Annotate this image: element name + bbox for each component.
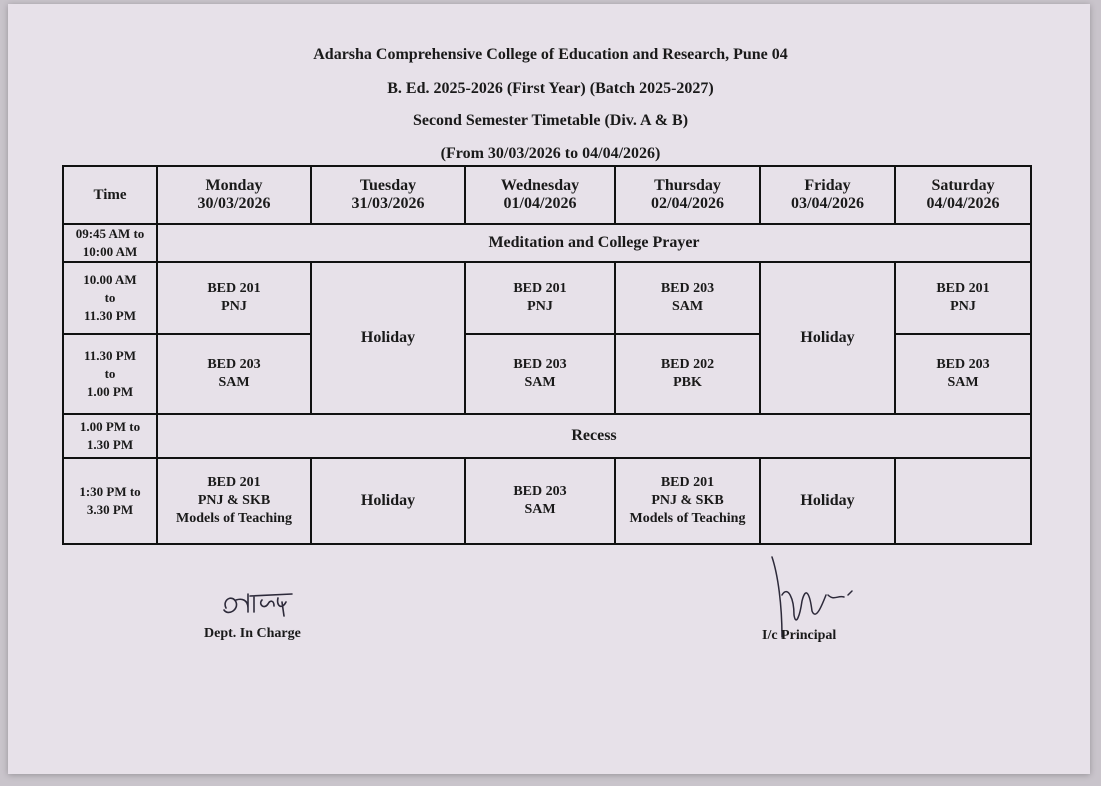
period-title: (From 30/03/2026 to 04/04/2026) — [440, 145, 661, 162]
slot-cell: BED 201 PNJ & SKB Models of Teaching — [157, 458, 311, 544]
table-row — [63, 414, 1031, 458]
college-title: Adarsha Comprehensive College of Education and Research, Pune 04 — [313, 46, 788, 63]
time-cell: 11.30 PM to 1.00 PM — [63, 334, 157, 414]
day-header-saturday: Saturday 04/04/2026 — [895, 166, 1031, 224]
slot-cell: BED 203 SAM — [465, 334, 615, 414]
dept-in-charge-label: Dept. In Charge — [204, 626, 301, 641]
time-cell: 10.00 AM to 11.30 PM — [63, 262, 157, 334]
dept-signature-mark — [218, 586, 302, 626]
slot-cell: BED 203 SAM — [895, 334, 1031, 414]
day-header-monday: Monday 30/03/2026 — [157, 166, 311, 224]
prayer-cell: Meditation and College Prayer — [157, 224, 1031, 262]
semester-title: Second Semester Timetable (Div. A & B) — [412, 112, 689, 129]
table-row — [63, 224, 1031, 262]
principal-label: I/c Principal — [762, 628, 837, 643]
slot-cell: BED 201 PNJ & SKB Models of Teaching — [615, 458, 760, 544]
day-header-tuesday: Tuesday 31/03/2026 — [311, 166, 465, 224]
slot-cell: BED 203 SAM — [615, 262, 760, 334]
timetable — [62, 165, 1032, 545]
slot-cell: BED 203 SAM — [465, 458, 615, 544]
day-header-friday: Friday 03/04/2026 — [760, 166, 895, 224]
slot-cell: BED 201 PNJ — [465, 262, 615, 334]
slot-cell: BED 201 PNJ — [895, 262, 1031, 334]
time-cell: 09:45 AM to 10:00 AM — [63, 224, 157, 262]
slot-cell: BED 201 PNJ — [157, 262, 311, 334]
holiday-cell: Holiday — [760, 262, 895, 414]
holiday-cell: Holiday — [311, 458, 465, 544]
table-row — [63, 458, 1031, 544]
holiday-cell: Holiday — [311, 262, 465, 414]
time-cell: 1:30 PM to 3.30 PM — [63, 458, 157, 544]
slot-cell: BED 202 PBK — [615, 334, 760, 414]
time-header: Time — [63, 166, 157, 224]
empty-cell — [895, 458, 1031, 544]
program-title: B. Ed. 2025-2026 (First Year) (Batch 2025-2027) — [387, 80, 714, 97]
day-header-wednesday: Wednesday 01/04/2026 — [465, 166, 615, 224]
table-row — [63, 262, 1031, 334]
header-row — [63, 166, 1031, 224]
time-cell: 1.00 PM to 1.30 PM — [63, 414, 157, 458]
recess-cell: Recess — [157, 414, 1031, 458]
day-header-thursday: Thursday 02/04/2026 — [615, 166, 760, 224]
slot-cell: BED 203 SAM — [157, 334, 311, 414]
holiday-cell: Holiday — [760, 458, 895, 544]
